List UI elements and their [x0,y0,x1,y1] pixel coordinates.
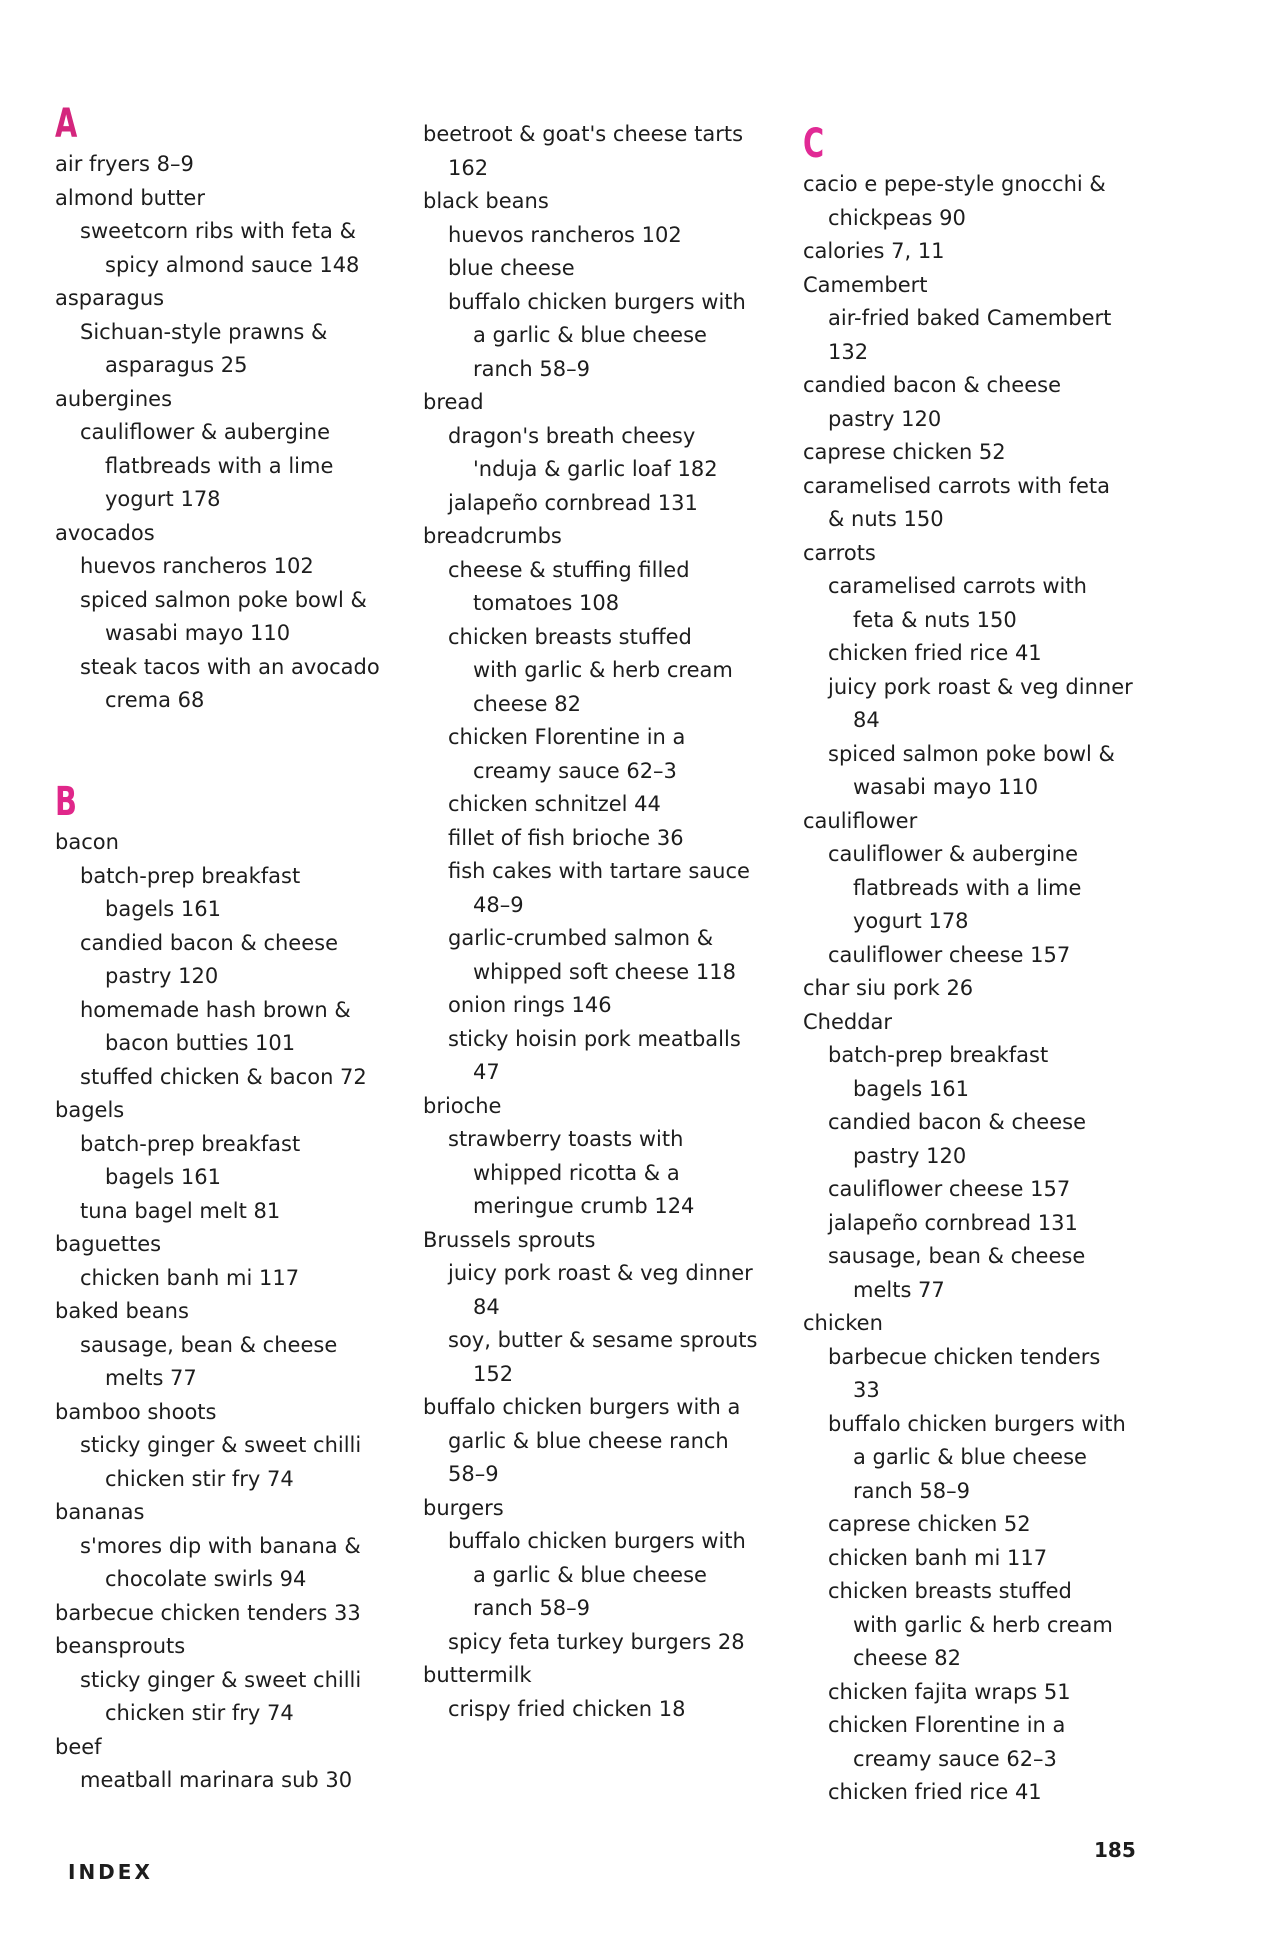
index-subentry: buffalo chicken burgers with [448,289,746,314]
index-subentry: juicy pork roast & veg dinner [828,674,1133,699]
index-subentry: sticky hoisin pork meatballs [448,1026,741,1051]
index-subentry: stuffed chicken & bacon 72 [80,1064,367,1089]
index-subentry: 47 [473,1060,500,1084]
index-subentry: jalapeño cornbread 131 [828,1210,1078,1235]
index-heading: Camembert [803,272,928,297]
index-heading: air fryers 8–9 [55,152,194,176]
index-subentry: yogurt 178 [105,487,221,511]
index-heading: beansprouts [55,1634,186,1658]
index-subentry: jalapeño cornbread 131 [448,490,698,515]
index-subentry: sweetcorn ribs with feta & [80,219,356,243]
index-subentry: crispy fried chicken 18 [448,1696,686,1721]
section-letter-a: A [55,101,78,147]
index-heading: aubergines [55,386,173,411]
index-subentry: steak tacos with an avocado [80,654,380,679]
index-subentry: 48–9 [473,892,524,917]
index-subentry: 84 [853,708,880,732]
index-section-b-continued [423,118,793,1726]
index-heading: bananas [55,1500,145,1524]
index-subentry: batch-prep breakfast [80,1131,301,1156]
index-subentry: spicy feta turkey burgers 28 [448,1629,745,1654]
index-subentry: 132 [828,339,869,364]
index-subentry: batch-prep breakfast [80,863,301,888]
index-subentry: sausage, bean & cheese [828,1244,1086,1268]
index-subentry: Sichuan-style prawns & [80,319,328,344]
index-heading: beetroot & goat's cheese tarts [423,122,744,146]
section-letter-b: B [55,779,77,825]
index-subentry: cauliflower cheese 157 [828,1177,1071,1201]
index-subentry: garlic-crumbed salmon & [448,926,714,950]
index-heading: chicken [803,1311,883,1335]
index-subentry: batch-prep breakfast [828,1043,1049,1067]
index-subentry: barbecue chicken tenders [828,1344,1101,1369]
index-subentry: meringue crumb 124 [473,1194,695,1218]
index-heading: cauliflower [803,808,918,833]
index-subentry: spiced salmon poke bowl & [828,741,1115,766]
index-heading: char siu pork 26 [803,976,974,1000]
index-subentry: with garlic & herb cream [853,1612,1113,1637]
index-subentry: 'nduja & garlic loaf 182 [473,457,718,481]
index-subentry: chicken Florentine in a [448,725,686,749]
index-heading: caprese chicken 52 [803,440,1006,464]
index-subentry: & nuts 150 [828,507,944,531]
index-subentry: huevos rancheros 102 [80,554,314,578]
index-subentry: a garlic & blue cheese [473,1562,707,1587]
index-entries [55,826,425,1798]
index-subentry: flatbreads with a lime [853,875,1082,900]
index-subentry: meatball marinara sub 30 [80,1768,353,1792]
index-heading: asparagus [55,286,165,310]
index-heading: bamboo shoots [55,1399,217,1424]
index-subentry: chicken fajita wraps 51 [828,1679,1071,1704]
index-subentry: chocolate swirls 94 [105,1567,307,1591]
index-subentry: buffalo chicken burgers with [828,1411,1126,1436]
index-subentry: wasabi mayo 110 [853,775,1039,799]
index-subentry: pastry 120 [828,406,942,431]
index-subentry: ranch 58–9 [853,1478,970,1503]
index-heading: calories 7, 11 [803,239,945,263]
index-subentry: fish cakes with tartare sauce [448,859,750,883]
index-heading: Cheddar [803,1009,893,1034]
index-entries [423,118,793,1726]
index-subentry: 33 [853,1378,880,1402]
index-subentry: whipped soft cheese 118 [473,959,736,984]
index-heading: bread [423,390,484,414]
index-entries [55,148,425,718]
index-subentry: chicken breasts stuffed [828,1579,1072,1603]
index-subentry: 58–9 [448,1462,499,1486]
index-subentry: chicken banh mi 117 [80,1265,300,1290]
index-heading: black beans [423,189,549,213]
index-subentry: feta & nuts 150 [853,607,1017,632]
index-subentry: creamy sauce 62–3 [473,758,677,783]
index-subentry: s'mores dip with banana & [80,1533,361,1558]
index-subentry: melts 77 [105,1366,197,1390]
index-subentry: buffalo chicken burgers with [448,1529,746,1553]
index-subentry: soy, butter & sesame sprouts [448,1328,758,1352]
index-subentry: caprese chicken 52 [828,1512,1031,1536]
index-subentry: strawberry toasts with [448,1127,684,1151]
index-subentry: caramelised carrots with [828,574,1087,598]
index-subentry: sticky ginger & sweet chilli [80,1667,362,1692]
index-subentry: chicken banh mi 117 [828,1545,1048,1570]
index-subentry: 162 [448,155,489,180]
index-subentry: bacon butties 101 [105,1031,296,1055]
index-subentry: cheese 82 [473,691,581,716]
index-heading: almond butter [55,185,205,210]
index-subentry: blue cheese [448,256,575,280]
index-heading: caramelised carrots with feta [803,473,1111,498]
index-subentry: chicken stir fry 74 [105,1701,294,1725]
index-entries [803,168,1173,1810]
page-number: 185 [1094,1838,1136,1862]
index-subentry: candied bacon & cheese [828,1110,1086,1134]
index-heading: bagels [55,1098,125,1122]
index-heading: carrots [803,540,876,565]
index-subentry: tomatoes 108 [473,591,620,615]
index-heading: bacon [55,830,119,854]
index-subentry: melts 77 [853,1277,945,1302]
index-subentry: chicken breasts stuffed [448,624,692,649]
index-subentry: garlic & blue cheese ranch [448,1428,729,1453]
index-heading: buttermilk [423,1663,532,1687]
index-subentry: yogurt 178 [853,909,969,933]
index-heading: brioche [423,1093,502,1118]
index-subentry: pastry 120 [105,964,219,988]
index-subentry: onion rings 146 [448,993,612,1017]
running-footer-label: INDEX [68,1860,153,1884]
index-subentry: chicken stir fry 74 [105,1466,294,1491]
index-subentry: chickpeas 90 [828,205,966,230]
index-subentry: ranch 58–9 [473,1596,590,1620]
index-subentry: fillet of fish brioche 36 [448,825,684,850]
index-subentry: asparagus 25 [105,353,248,377]
index-subentry: pastry 120 [853,1143,967,1168]
index-subentry: tuna bagel melt 81 [80,1198,281,1223]
index-heading: burgers [423,1495,504,1520]
index-subentry: flatbreads with a lime [105,453,334,478]
index-subentry: with garlic & herb cream [473,658,733,682]
index-subentry: cauliflower & aubergine [80,420,331,444]
index-heading: candied bacon & cheese [803,373,1061,397]
index-section-c [803,120,1173,1810]
index-subentry: bagels 161 [105,1165,221,1189]
index-subentry: bagels 161 [105,897,221,921]
index-subentry: spicy almond sauce 148 [105,252,360,277]
section-letter-c: C [803,121,825,167]
index-subentry: sausage, bean & cheese [80,1332,338,1357]
index-subentry: sticky ginger & sweet chilli [80,1433,362,1457]
index-subentry: juicy pork roast & veg dinner [448,1261,753,1285]
index-subentry: wasabi mayo 110 [105,621,291,645]
index-heading: breadcrumbs [423,524,562,548]
index-subentry: dragon's breath cheesy [448,423,696,448]
index-heading: buffalo chicken burgers with a [423,1395,741,1419]
index-heading: Brussels sprouts [423,1227,596,1252]
index-section-b [55,778,425,1798]
index-subentry: air-fried baked Camembert [828,306,1112,330]
index-subentry: chicken fried rice 41 [828,641,1042,665]
index-subentry: chicken schnitzel 44 [448,792,661,816]
index-subentry: whipped ricotta & a [473,1160,680,1185]
index-heading: barbecue chicken tenders 33 [55,1600,361,1625]
index-subentry: cheese & stuffing filled [448,557,690,582]
index-heading: avocados [55,520,155,545]
index-subentry: ranch 58–9 [473,356,590,381]
index-subentry: cheese 82 [853,1646,961,1670]
index-subentry: cauliflower & aubergine [828,842,1079,866]
index-heading: beef [55,1734,102,1759]
index-section-a [55,100,425,718]
index-subentry: bagels 161 [853,1076,969,1101]
index-subentry: crema 68 [105,688,205,712]
index-subentry: chicken fried rice 41 [828,1780,1042,1804]
index-subentry: huevos rancheros 102 [448,222,682,247]
index-subentry: creamy sauce 62–3 [853,1746,1057,1771]
index-subentry: a garlic & blue cheese [473,323,707,347]
index-heading: baguettes [55,1232,162,1256]
index-subentry: 84 [473,1294,500,1319]
index-subentry: cauliflower cheese 157 [828,942,1071,967]
index-subentry: homemade hash brown & [80,997,351,1022]
index-subentry: 152 [473,1361,514,1386]
index-subentry: chicken Florentine in a [828,1713,1066,1737]
index-subentry: a garlic & blue cheese [853,1445,1087,1469]
index-heading: baked beans [55,1299,189,1323]
index-subentry: spiced salmon poke bowl & [80,587,367,612]
index-subentry: candied bacon & cheese [80,930,338,955]
index-heading: cacio e pepe-style gnocchi & [803,172,1106,196]
